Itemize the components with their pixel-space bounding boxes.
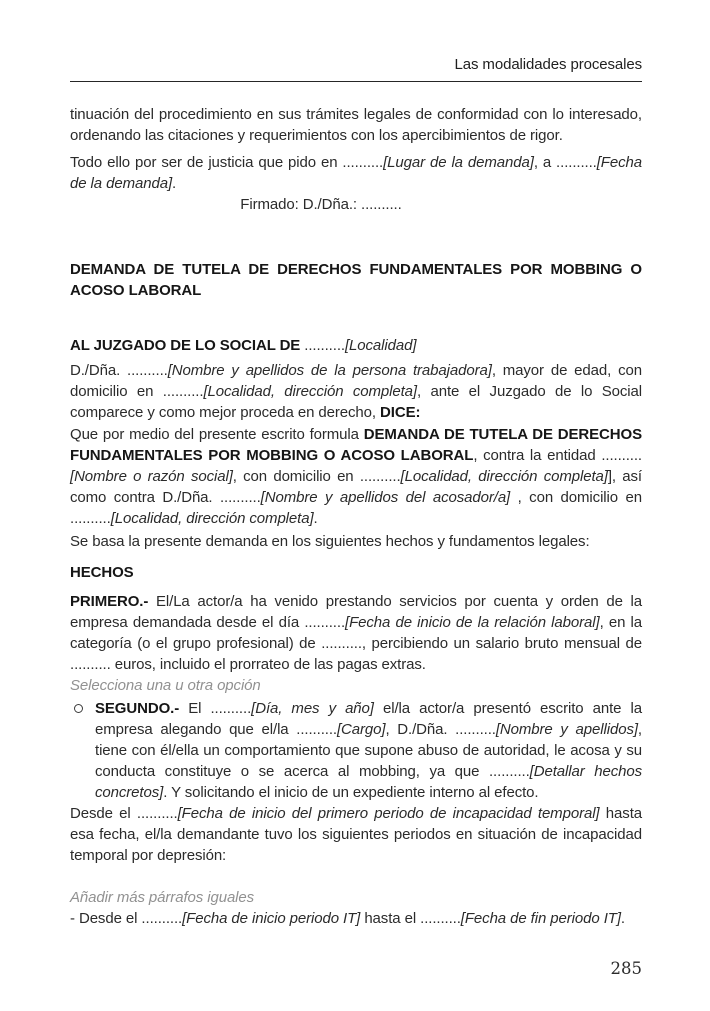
placeholder-direccion: [Localidad, dirección completa] xyxy=(203,383,417,400)
text-segment: El/La actor/a ha venido prestando servicios por cuenta y orden de la empresa demandada desde el día .......... xyxy=(70,593,642,631)
running-header xyxy=(70,54,642,82)
placeholder-direccion-entidad: [Localidad, dirección completa] xyxy=(400,468,608,485)
radio-circle-icon xyxy=(74,704,83,713)
editor-note-add-paragraphs-text: Añadir más párrafos iguales xyxy=(70,889,255,906)
text-segment: Que por medio del presente escrito formula xyxy=(70,426,364,443)
editor-note-select-option-text: Selecciona una u otra opción xyxy=(70,677,261,694)
text-segment: D./Dña. .......... xyxy=(70,362,168,379)
text-segment: , con domicilio en .......... xyxy=(232,468,401,485)
paragraph-incapacity xyxy=(70,803,642,866)
document-title xyxy=(70,259,642,301)
placeholder-fecha-inicio-periodo-it: [Fecha de inicio periodo IT] xyxy=(182,910,361,927)
document-title-text: DEMANDA DE TUTELA DE DERECHOS FUNDAMENTALES POR MOBBING O ACOSO LABORAL xyxy=(70,261,642,299)
text-segment: el/la actor/a presentó escrito ante la empresa alegando que el/la .......... xyxy=(95,700,642,738)
option-segundo xyxy=(70,698,642,803)
text-segment: , D./Dña. .......... xyxy=(385,721,496,738)
paragraph-basis xyxy=(70,531,642,552)
text-segment: . xyxy=(172,175,177,192)
placeholder-direccion-acosador: [Localidad, dirección completa] xyxy=(110,510,314,527)
placeholder-nombre-acosador: [Nombre y apellidos del acosador/a] xyxy=(260,489,511,506)
text-segment: Desde el .......... xyxy=(70,805,178,822)
text-segment: ], así como contra D./Dña. .......... xyxy=(70,468,642,506)
running-header-title: Las modalidades procesales xyxy=(454,56,642,73)
editor-note-select-option xyxy=(70,675,642,696)
text-segment: , ante el Juzgado de lo Social comparece y como mejor proceda en derecho, xyxy=(70,383,643,421)
paragraph-continuation-text: tinuación del procedimiento en sus trámites legales de conformidad con lo interesado, ordenando las citaciones y requerimientos con los apercibimientos de rigor. xyxy=(70,106,642,144)
text-segment: hasta esa fecha, el/la demandante tuvo los siguientes periodos en situación de incapacidad temporal por depresión: xyxy=(70,805,642,864)
paragraph-continuation xyxy=(70,104,642,146)
paragraph-primero xyxy=(70,591,642,675)
text-segment: El .......... xyxy=(179,700,252,717)
text-segment: hasta el .......... xyxy=(360,910,461,927)
segundo-label: SEGUNDO.- xyxy=(95,700,180,717)
placeholder-nombre-trabajadora: [Nombre y apellidos de la persona trabajadora] xyxy=(167,362,492,379)
text-segment: , con domicilio en .......... xyxy=(70,489,642,527)
text-segment: . xyxy=(313,510,318,527)
paragraph-claim xyxy=(70,424,642,529)
editor-note-add-paragraphs xyxy=(70,887,642,908)
placeholder-nombre-apellidos: [Nombre y apellidos] xyxy=(495,721,638,738)
primero-label: PRIMERO.- xyxy=(70,593,149,610)
placeholder-detallar-hechos: [Detallar hechos concretos] xyxy=(95,763,642,801)
text-segment: , a .......... xyxy=(533,154,597,171)
text-segment: - Desde el .......... xyxy=(70,910,183,927)
text-segment: , en la categoría (o el grupo profesional) de .........., percibiendo un salario bruto mensual de .......... euros, incluido el prorrateo de las pagas extras. xyxy=(70,614,642,673)
placeholder-fecha-inicio-relacion: [Fecha de inicio de la relación laboral] xyxy=(345,614,600,631)
text-segment: .......... xyxy=(304,337,345,354)
hechos-heading xyxy=(70,562,642,583)
text-segment: , tiene con él/ella un comportamiento que supone abuso de autoridad, le acosa y su conducta constituye o se acerca al mobbing, ya que .......... xyxy=(95,721,642,780)
paragraph-it-period xyxy=(70,908,642,929)
text-segment: . Y solicitando el inicio de un expediente interno al efecto. xyxy=(163,784,539,801)
addressee-heading xyxy=(70,335,642,356)
placeholder-cargo: [Cargo] xyxy=(336,721,386,738)
page-number-text: 285 xyxy=(610,959,642,978)
paragraph-appearance xyxy=(70,360,642,423)
paragraph-justice-plea xyxy=(70,152,642,194)
placeholder-fecha-demanda: [Fecha de la demanda] xyxy=(70,154,642,192)
hechos-heading-text: HECHOS xyxy=(70,564,134,581)
page-number xyxy=(611,958,643,979)
text-segment: . xyxy=(620,910,625,927)
placeholder-lugar-demanda: [Lugar de la demanda] xyxy=(383,154,534,171)
addressee-court: AL JUZGADO DE LO SOCIAL DE xyxy=(70,337,305,354)
paragraph-segundo xyxy=(95,698,642,803)
placeholder-localidad: [Localidad] xyxy=(344,337,417,354)
text-segment: , mayor de edad, con domicilio en .......... xyxy=(70,362,642,400)
dice-label: DICE: xyxy=(380,404,421,421)
signature-line xyxy=(70,194,642,215)
paragraph-basis-text: Se basa la presente demanda en los siguientes hechos y fundamentos legales: xyxy=(70,533,590,550)
placeholder-fecha-fin-periodo-it: [Fecha de fin periodo IT] xyxy=(460,910,621,927)
signature-line-text: Firmado: D./Dña.: .......... xyxy=(240,196,402,213)
placeholder-razon-social: [Nombre o razón social] xyxy=(70,468,233,485)
text-segment: , contra la entidad .......... xyxy=(473,447,642,464)
placeholder-dia-mes-ano: [Día, mes y año] xyxy=(251,700,374,717)
text-segment: Todo ello por ser de justicia que pido en .......... xyxy=(70,154,384,171)
placeholder-fecha-inicio-it: [Fecha de inicio del primero periodo de incapacidad temporal] xyxy=(177,805,600,822)
claim-title-inline: DEMANDA DE TUTELA DE DERECHOS FUNDAMENTALES POR MOBBING O ACOSO LABORAL xyxy=(70,426,642,464)
